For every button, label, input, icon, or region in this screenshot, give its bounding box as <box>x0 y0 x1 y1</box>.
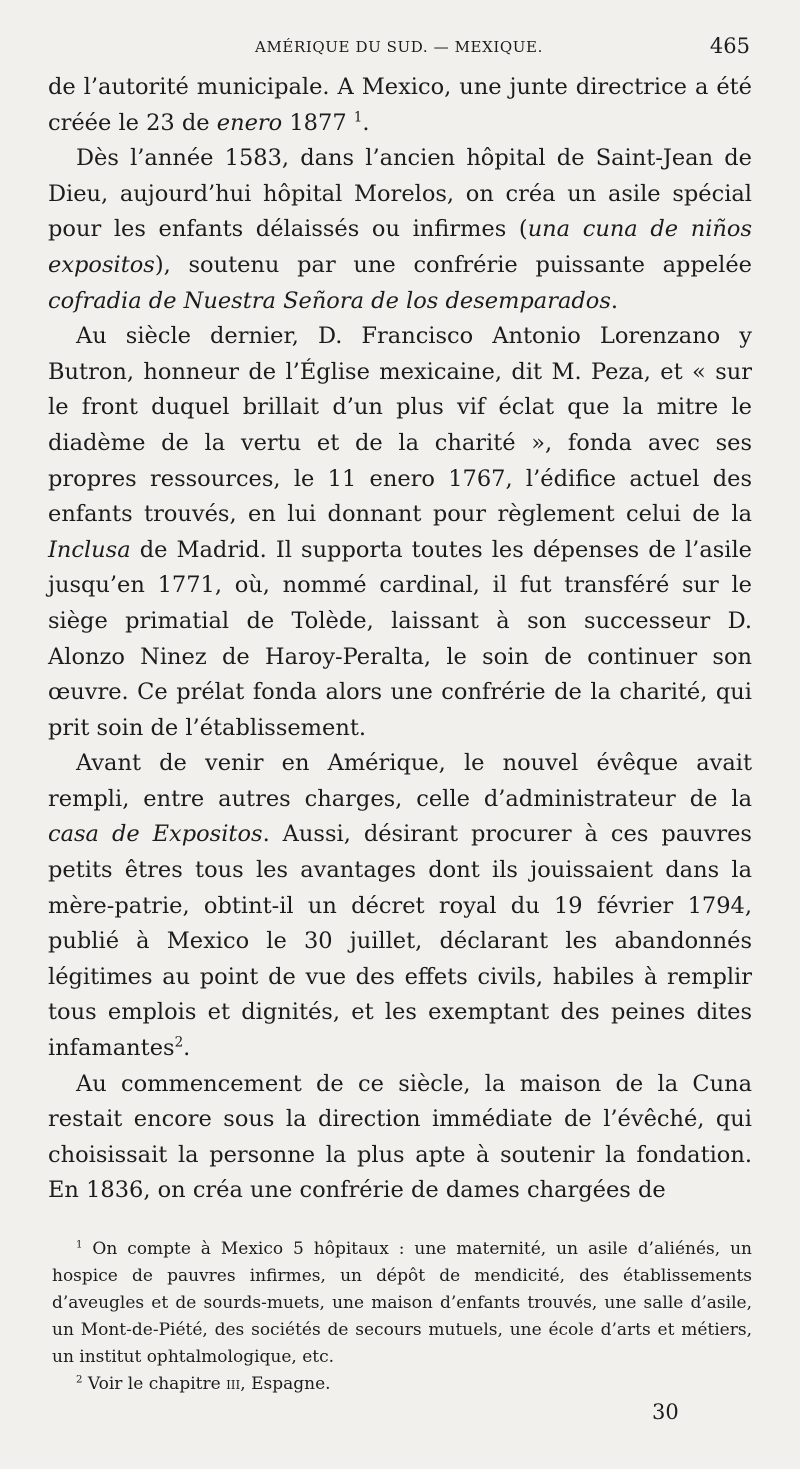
text-run: Voir le chapitre <box>82 1374 227 1394</box>
text-run: On compte à Mexico 5 hôpitaux : une maternité, un asile d’aliénés, un hospice de pauvres infirmes, un dépôt de mendicité, des établissements d’aveugles et de sourds-muets, une maison d’enfants trouvés, une salle d’asile, un Mont-de-Piété, des sociétés de secours mutuels, une école d’arts et métiers, un institut ophtalmologique, etc. <box>52 1239 752 1367</box>
paragraph <box>48 141 752 319</box>
text-run: Au siècle dernier, D. Francisco Antonio Lorenzano y Butron, honneur de l’Église mexicaine, dit M. Peza, et « sur le front duquel brillait d’un plus vif éclat que la mitre le diadème de la vertu et de la charité », fonda avec ses propres ressources, le 11 enero 1767, l’édifice actuel des enfants trouvés, en lui donnant pour règlement celui de la <box>48 323 752 528</box>
body-text <box>48 70 752 1209</box>
text-run: , Espagne. <box>240 1374 331 1394</box>
running-head: AMÉRIQUE DU SUD. — MEXIQUE. <box>255 38 543 56</box>
footnote <box>52 1371 752 1398</box>
footnote-marker: 2 <box>76 1374 83 1386</box>
text-run: de l’autorité municipale. A Mexico, une junte directrice a été créée le 23 de <box>48 74 752 136</box>
text-run: de Madrid. Il supporta toutes les dépenses de l’asile jusqu’en 1771, où, nommé cardinal, il fut transféré sur le siège primatial de Tolède, laissant à son successeur D. Alonzo Ninez de Haroy-Peralta, le soin de continuer son œuvre. Ce prélat fonda alors une confrérie de la charité, qui prit soin de l’établissement. <box>48 536 752 741</box>
italic-text: casa de Expositos <box>48 821 263 848</box>
footnote-marker: 1 <box>353 109 363 126</box>
text-run: Dès l’année 1583, dans l’ancien hôpital de Saint-Jean de Dieu, aujourd’hui hôpital Morelos, on créa un asile spécial pour les enfants délaissés ou infirmes ( <box>48 145 752 243</box>
text-run: ), soutenu par une confrérie puissante appelée <box>154 251 752 278</box>
text-run: 1877 <box>282 109 354 136</box>
italic-text: enero <box>216 109 283 136</box>
page-number: 465 <box>709 34 750 58</box>
text-run: . <box>183 1035 191 1062</box>
text-run: Avant de venir en Amérique, le nouvel évêque avait rempli, entre autres charges, celle d’administrateur de la <box>48 750 752 812</box>
roman-numeral: iii <box>226 1374 241 1394</box>
footnotes <box>52 1236 752 1398</box>
paragraph <box>48 319 752 746</box>
paragraph <box>48 746 752 1066</box>
footnote-marker: 1 <box>76 1239 83 1251</box>
text-run: . <box>362 109 370 136</box>
page-header <box>48 36 750 60</box>
italic-text: una cuna de niños expositos <box>48 216 752 278</box>
paragraph <box>48 1067 752 1209</box>
signature-mark: 30 <box>652 1400 679 1424</box>
footnote <box>52 1236 752 1371</box>
text-run: . <box>610 287 619 314</box>
paragraph <box>48 70 752 141</box>
italic-text: cofradia de Nuestra Señora de los desemparados <box>48 287 611 314</box>
italic-text: Inclusa <box>48 536 131 563</box>
text-run: . Aussi, désirant procurer à ces pauvres petits êtres tous les avantages dont ils jouissaient dans la mère-patrie, obtint-il un décret royal du 19 février 1794, publié à Mexico le 30 juillet, déclarant les abandonnés légitimes au point de vue des effets civils, habiles à remplir tous emplois et dignités, et les exemptant des peines dites infamantes <box>48 821 752 1062</box>
footnote-marker: 2 <box>174 1034 184 1051</box>
text-run: Au commencement de ce siècle, la maison de la Cuna restait encore sous la direction immédiate de l’évêché, qui choisissait la personne la plus apte à soutenir la fondation. En 1836, on créa une confrérie de dames chargées de <box>48 1070 752 1204</box>
